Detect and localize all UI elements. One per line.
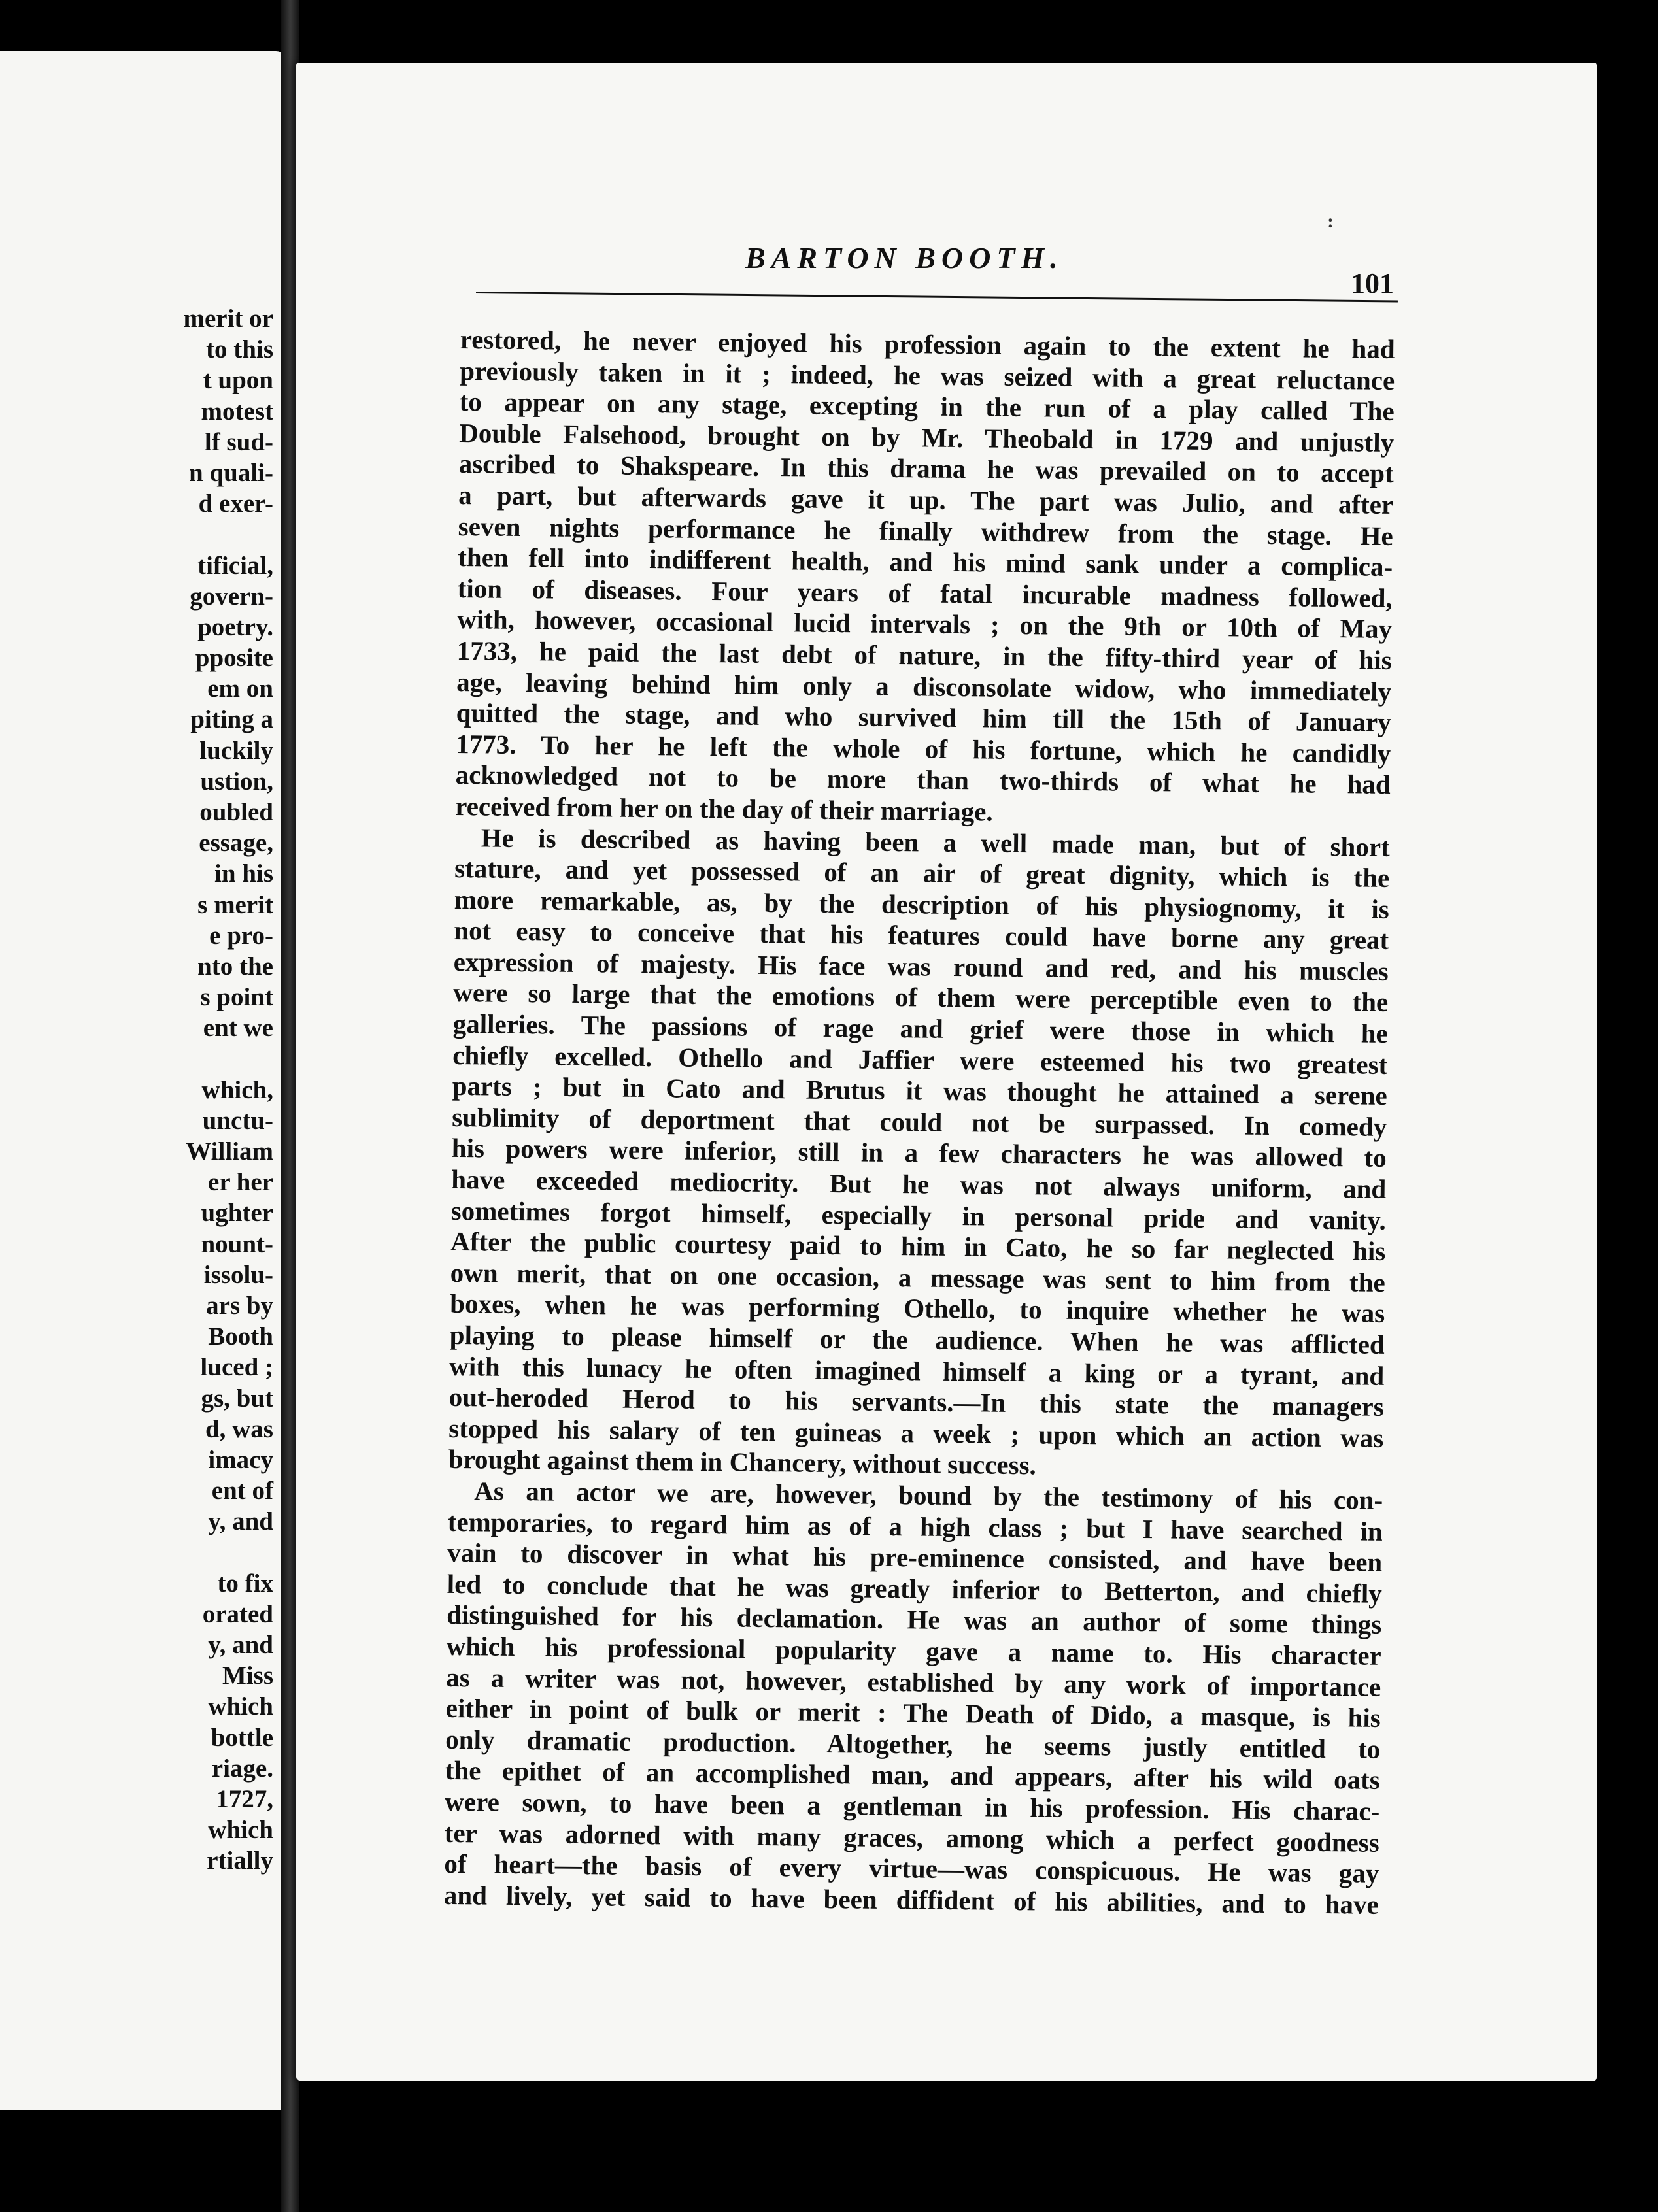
previous-page-line: which	[208, 1692, 273, 1721]
previous-page-line: Booth	[208, 1322, 273, 1351]
text-line: galleries. The passions of rage and grief were those in which he	[452, 1009, 1388, 1048]
text-line: were sown, to have been a gentleman in his profession. His charac-	[445, 1786, 1380, 1826]
previous-page-line: to fix	[217, 1569, 273, 1598]
text-line: quitted the stage, and who survived him till the 15th of January	[456, 697, 1391, 738]
text-line: brought against them in Chancery, without success.	[448, 1444, 1037, 1481]
running-header: BARTON BOOTH.	[745, 241, 1064, 275]
text-line: not easy to conceive that his features could have borne any great	[454, 915, 1389, 956]
text-line: seven nights performance he finally withdrew from the stage. He	[458, 511, 1393, 551]
text-line: previously taken in it ; indeed, he was seized with a great reluctance	[460, 355, 1395, 395]
text-line: a part, but afterwards gave it up. The part was Julio, and after	[458, 479, 1394, 520]
text-line: boxes, when he was performing Othello, to inquire whether he was	[450, 1288, 1385, 1329]
previous-page-line: luckily	[199, 736, 273, 765]
previous-page-line: pposite	[195, 644, 273, 673]
text-line: As an actor we are, however, bound by the testimony of his con-	[474, 1475, 1383, 1515]
text-line: stopped his salary of ten guineas a week ; upon which an action was	[448, 1413, 1384, 1453]
previous-page-line: y, and	[208, 1507, 273, 1536]
previous-page-line: ughter	[201, 1199, 273, 1228]
previous-page-line: William	[186, 1137, 273, 1166]
previous-page-line: s merit	[197, 890, 273, 919]
text-line: tion of diseases. Four years of fatal incurable madness followed,	[457, 573, 1393, 613]
previous-page-line: which	[208, 1816, 273, 1845]
text-line: have exceeded mediocrity. But he was not always uniform, and	[451, 1164, 1387, 1204]
text-line: more remarkable, as, by the description of his physiognomy, it is	[454, 884, 1389, 924]
text-line: the epithet of an accomplished man, and appears, after his wild oats	[445, 1755, 1380, 1796]
text-line: ascribed to Shakspeare. In this drama he was prevailed on to accept	[458, 448, 1394, 489]
previous-page-line: unctu-	[202, 1106, 273, 1135]
previous-page-line: gs, but	[201, 1384, 273, 1413]
previous-page-line: ent we	[203, 1014, 273, 1043]
text-line: with, however, occasional lucid intervals ; on the 9th or 10th of May	[457, 604, 1393, 645]
previous-page-line: essage,	[199, 829, 273, 858]
text-line: then fell into indifferent health, and his mind sank under a complica-	[458, 542, 1393, 582]
previous-page-line: oubled	[199, 798, 273, 826]
text-line: vain to discover in what his pre-eminence consisted, and have been	[447, 1537, 1383, 1578]
previous-page-line: orated	[202, 1600, 273, 1628]
previous-page-line: t upon	[203, 366, 273, 395]
text-line: 1733, he paid the last debt of nature, in the fifty-third year of his	[456, 635, 1392, 675]
text-line: were so large that the emotions of them were perceptible even to the	[453, 977, 1389, 1018]
text-line: temporaries, to regard him as of a high class ; but I have searched in	[447, 1506, 1383, 1547]
text-line: acknowledged not to be more than two-thirds of what he had	[455, 760, 1391, 800]
previous-page-line: which,	[201, 1075, 273, 1104]
previous-page-line: in his	[214, 860, 273, 888]
previous-page-line: em on	[207, 675, 273, 703]
previous-page-line: y, and	[208, 1631, 273, 1660]
page-edge-mark: :	[1327, 210, 1334, 232]
previous-page-line: Miss	[222, 1662, 273, 1690]
text-line: ter was adorned with many graces, among which a perfect goodness	[444, 1817, 1379, 1858]
text-line: led to conclude that he was greatly inferior to Betterton, and chiefly	[447, 1568, 1382, 1609]
text-line: and lively, yet said to have been diffident of his abilities, and to have	[443, 1879, 1379, 1920]
previous-page-line: bottle	[211, 1723, 273, 1752]
text-line: either in point of bulk or merit : The Death of Dido, a masque, is his	[445, 1693, 1381, 1733]
previous-page-line: er her	[208, 1168, 273, 1197]
previous-page-line: to this	[206, 335, 273, 364]
text-line: his powers were inferior, still in a few characters he was allowed to	[451, 1133, 1387, 1173]
previous-page-line: tificial,	[197, 551, 273, 580]
text-line: sometimes forgot himself, especially in personal pride and vanity.	[450, 1195, 1386, 1235]
previous-page-line: riage.	[211, 1754, 273, 1783]
previous-page-text	[0, 303, 273, 1877]
text-line: age, leaving behind him only a disconsolate widow, who immediately	[456, 666, 1392, 707]
previous-page-line: motest	[201, 397, 273, 426]
text-line: with this lunacy he often imagined himself a king or a tyrant, and	[449, 1350, 1385, 1391]
previous-page-line: merit or	[183, 305, 273, 333]
text-line: After the public courtesy paid to him in Cato, he so far neglected his	[450, 1226, 1386, 1267]
text-line: stature, and yet possessed of an air of great dignity, which is the	[454, 853, 1390, 894]
previous-page-line: e pro-	[209, 921, 273, 950]
text-line: as a writer was not, however, established by any work of importance	[446, 1662, 1381, 1702]
previous-page-line: nto the	[197, 952, 273, 980]
text-line: expression of majesty. His face was round and red, and his muscles	[453, 946, 1389, 986]
previous-page-line: rtially	[207, 1847, 273, 1875]
previous-page-line: poetry.	[197, 612, 273, 641]
previous-page-line: issolu-	[203, 1260, 273, 1289]
previous-page-line: imacy	[208, 1445, 273, 1474]
previous-page-line: s point	[200, 983, 273, 1012]
text-line: out-heroded Herod to his servants.—In this state the managers	[448, 1382, 1384, 1422]
text-line: sublimity of deportment that could not be surpassed. In comedy	[452, 1101, 1387, 1142]
text-line: received from her on the day of their marriage.	[455, 790, 993, 827]
previous-page-line	[0, 1537, 273, 1568]
text-line: parts ; but in Cato and Brutus it was thought he attained a serene	[452, 1071, 1387, 1111]
text-line: playing to please himself or the audience. When he was afflicted	[449, 1319, 1385, 1360]
text-line: restored, he never enjoyed his profession again to the extent he had	[460, 324, 1395, 364]
previous-page-line: d, was	[205, 1415, 273, 1443]
text-line: He is described as having been a well made man, but of short	[481, 822, 1390, 862]
text-line: Double Falsehood, brought on by Mr. Theobald in 1729 and unjustly	[459, 417, 1395, 458]
text-line: distinguished for his declamation. He was an author of some things	[447, 1600, 1382, 1640]
previous-page-line: ent of	[211, 1477, 273, 1505]
previous-page-line: nount-	[201, 1230, 273, 1258]
text-line: to appear on any stage, excepting in the run of a play called The	[459, 386, 1395, 427]
previous-page-fragment	[0, 51, 288, 2110]
text-line: 1773. To her he left the whole of his fortune, which he candidly	[456, 728, 1391, 769]
previous-page-line: govern-	[190, 582, 273, 611]
previous-page-line: piting a	[190, 705, 273, 734]
previous-page-line	[0, 1044, 273, 1075]
previous-page-line: luced ;	[200, 1353, 273, 1382]
previous-page-line	[0, 519, 273, 550]
page-number: 101	[1351, 267, 1394, 299]
page-body-text	[444, 324, 1395, 1920]
text-line: own merit, that on one occasion, a message was sent to him from the	[450, 1257, 1385, 1298]
text-line: chiefly excelled. Othello and Jaffier were esteemed his two greatest	[452, 1039, 1388, 1080]
previous-page-line: d exer-	[198, 490, 273, 518]
text-line: which his professional popularity gave a name to. His character	[446, 1630, 1381, 1671]
previous-page-line: 1727,	[216, 1785, 273, 1813]
text-line: of heart—the basis of every virtue—was conspicuous. He was gay	[444, 1848, 1379, 1888]
text-line: only dramatic production. Altogether, he seems justly entitled to	[445, 1724, 1381, 1764]
previous-page-line: lf sud-	[204, 427, 273, 456]
previous-page-line: ustion,	[200, 767, 273, 796]
previous-page-line: ars by	[206, 1292, 273, 1320]
previous-page-line: n quali-	[189, 458, 273, 487]
